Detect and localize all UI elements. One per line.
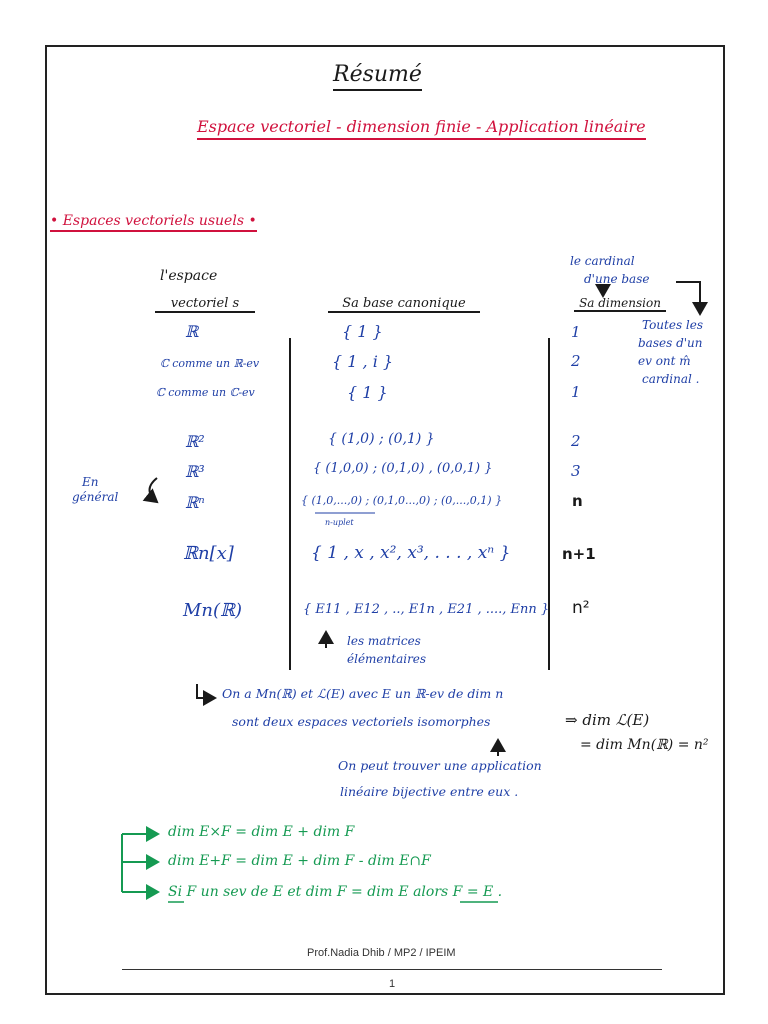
footer-rule — [122, 969, 662, 970]
matrices-note-line2: élémentaires — [347, 652, 427, 666]
row-dim: 1 — [571, 383, 581, 401]
row-base: { 1 } — [347, 383, 388, 402]
toutes-note-line2: bases d'un — [638, 336, 703, 350]
en-general-line1: En — [82, 475, 99, 489]
bijective-line2: linéaire bijective entre eux . — [340, 784, 519, 799]
footer-author: Prof.Nadia Dhib / MP2 / IPEIM — [307, 947, 456, 959]
en-general-line2: général — [72, 490, 119, 504]
section-heading: • Espaces vectoriels usuels • — [50, 213, 257, 232]
n-uplet-label: n-uplet — [325, 518, 354, 527]
page-number: 1 — [389, 978, 396, 990]
row-dim: 1 — [571, 323, 581, 341]
row-base: { 1 , x , x², x³, . . . , xⁿ } — [311, 543, 511, 563]
header-espace-line1: l'espace — [160, 268, 218, 284]
row-space: ℂ comme un ℂ-ev — [156, 386, 255, 399]
formula-product: dim E×F = dim E + dim F — [168, 824, 355, 840]
row-dim: 2 — [571, 352, 581, 370]
cardinal-note-line2: d'une base — [584, 272, 650, 286]
row-space: ℂ comme un ℝ-ev — [160, 357, 260, 370]
row-dim: 3 — [571, 462, 581, 480]
row-base: { 1 , i } — [332, 352, 394, 371]
row-space: ℝ — [185, 322, 199, 341]
column-divider-right — [548, 338, 550, 670]
toutes-note-line1: Toutes les — [642, 318, 704, 332]
dim-equality: = dim Mn(ℝ) = n² — [580, 737, 709, 753]
row-space: ℝ² — [185, 432, 205, 451]
header-base: Sa base canonique — [328, 296, 480, 313]
row-dim: n — [572, 492, 583, 510]
row-space: Mn(ℝ) — [183, 600, 243, 621]
row-base: { 1 } — [342, 322, 383, 341]
formula-sum: dim E+F = dim E + dim F - dim E∩F — [168, 853, 431, 869]
matrices-note-line1: les matrices — [347, 634, 421, 648]
row-base: { (1,0) ; (0,1) } — [328, 431, 435, 447]
row-base: { (1,0,0) ; (0,1,0) , (0,0,1) } — [313, 461, 493, 476]
bijective-line1: On peut trouver une application — [338, 758, 542, 773]
row-base: { (1,0,...,0) ; (0,1,0...,0) ; (0,...,0,1) } — [301, 494, 503, 507]
row-space: ℝ³ — [185, 462, 205, 481]
row-dim: n² — [572, 598, 590, 618]
page-title: Résumé — [333, 62, 422, 91]
cardinal-note-line1: le cardinal — [570, 254, 635, 268]
row-space: ℝⁿ — [185, 493, 205, 512]
column-divider-left — [289, 338, 291, 670]
header-espace-line2: vectoriel s — [155, 296, 255, 313]
row-base: { E11 , E12 , .., E1n , E21 , ...., Enn } — [303, 602, 550, 617]
iso-line2: sont deux espaces vectoriels isomorphes — [232, 714, 491, 729]
dim-l-e: ⇒ dim ℒ(E) — [565, 711, 650, 729]
row-space: ℝn[x] — [183, 543, 234, 564]
page-subtitle: Espace vectoriel - dimension finie - Application linéaire — [197, 117, 646, 140]
row-dim: 2 — [571, 432, 581, 450]
row-dim: n+1 — [562, 545, 596, 563]
formula-equality: Si F un sev de E et dim F = dim E alors F = E . — [168, 884, 503, 900]
toutes-note-line3: ev ont m̂ — [638, 354, 691, 368]
header-dimension: Sa dimension — [574, 296, 666, 312]
toutes-note-line4: cardinal . — [642, 372, 700, 386]
iso-line1: On a Mn(ℝ) et ℒ(E) avec E un ℝ-ev de dim n — [222, 686, 504, 701]
